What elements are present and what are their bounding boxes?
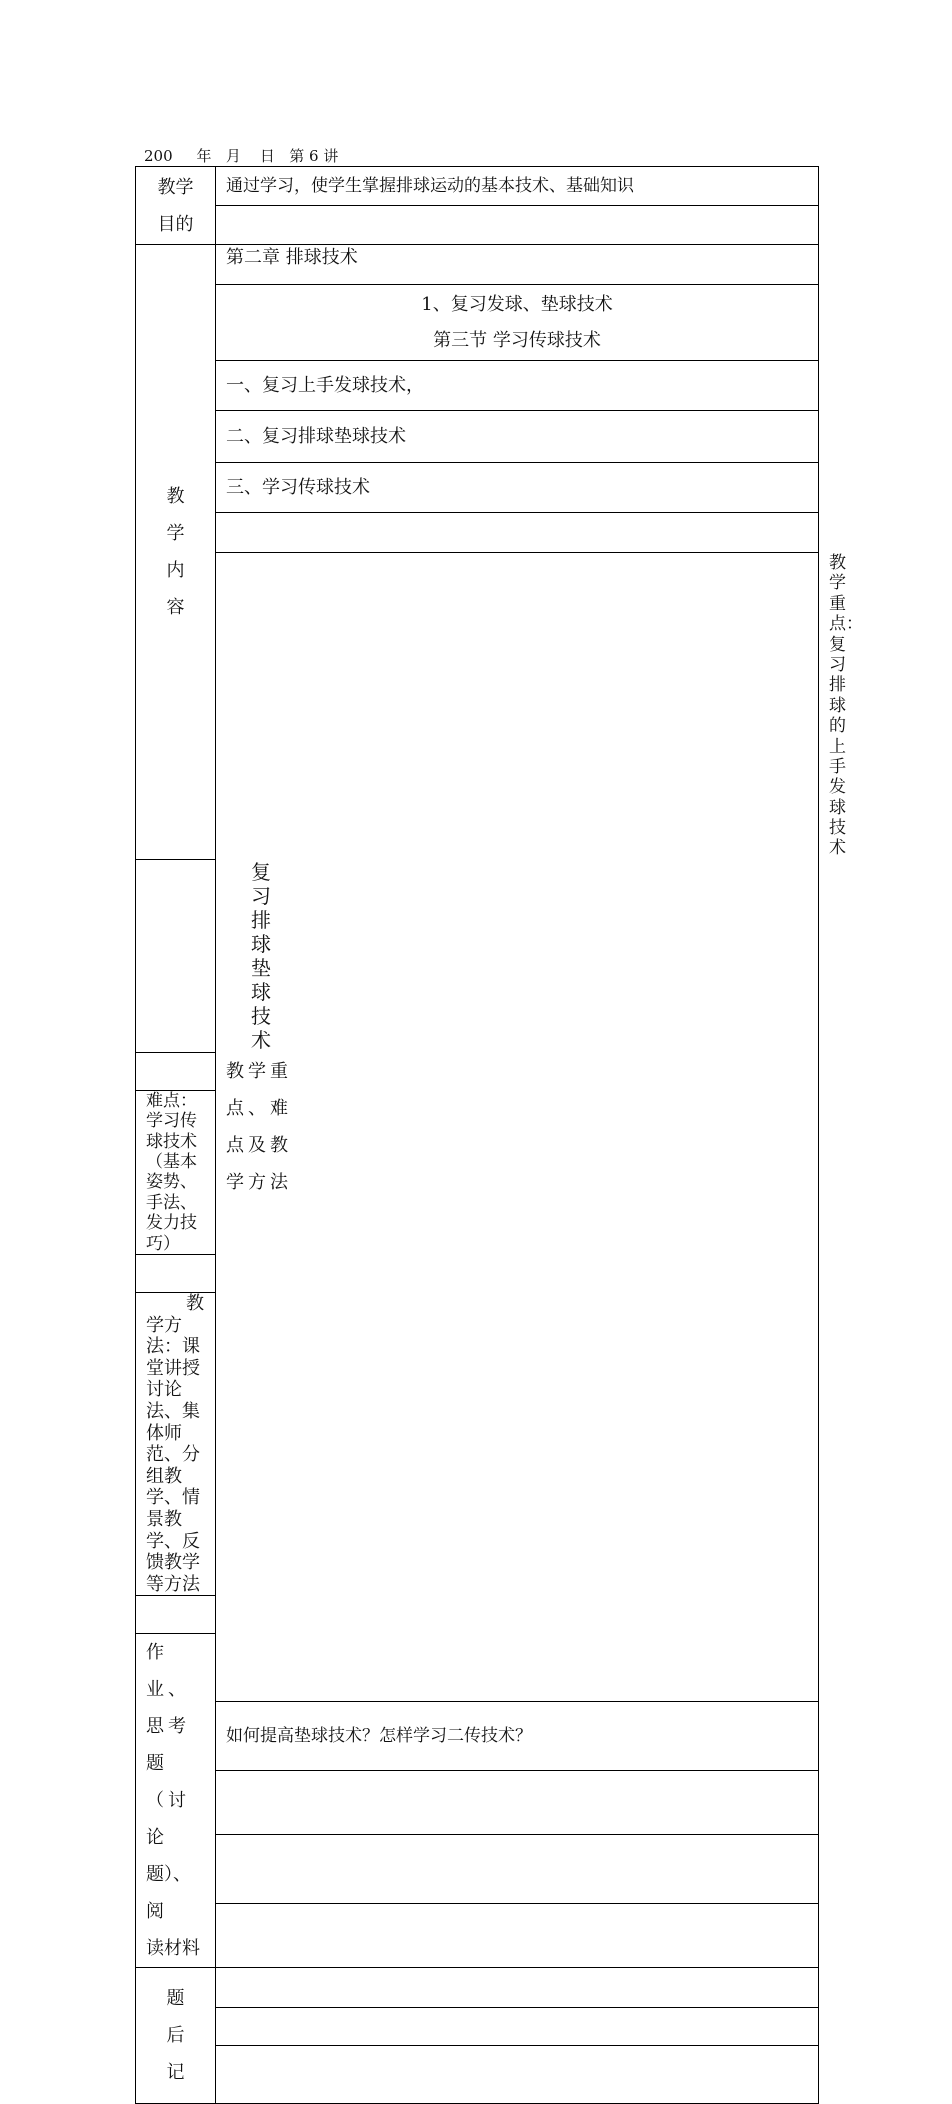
month-label: 月 [225, 147, 241, 165]
postscript-empty-row-1 [216, 1968, 819, 2008]
lesson-plan-table: 教学 目的 通过学习，使学生掌握排球运动的基本技术、基础知识 教 学 内 容 第二章 排球技术 1、复习发球、垫球技术 第三节 学习传球技术 一、复习上手发球技术， 二、复习排球垫球技术 三、学习传球技术 教学重 点、难 点及教 学方法 教学重点： 复习排球的上手发球技术 复习排球垫球技术 难点： 学习传球技术（基本姿势、手法、发力技巧） 教学方法：课堂讲授讨论法、集体师范、分组教学、情景教学、反馈教学等方法 作业、 思考题 （讨论 题）、阅 读材料 如何提高垫球技术？怎样学习二传技术？ 题 后 记 [135, 166, 819, 2104]
content-label: 教 学 内 容 [136, 245, 216, 860]
review-line: 1、复习发球、垫球技术 [421, 293, 613, 315]
postscript-empty-row-2 [216, 2008, 819, 2046]
day-label: 日 [259, 147, 275, 165]
objective-text: 通过学习，使学生掌握排球运动的基本技术、基础知识 [216, 167, 819, 206]
section-line: 第三节 学习传球技术 [433, 329, 601, 351]
section-heading [216, 285, 819, 361]
focus-label: 教学重 点、难 点及教 学方法 [216, 553, 819, 1702]
content-item-1: 一、复习上手发球技术， [216, 361, 819, 411]
objective-empty-row [216, 206, 819, 245]
teaching-method: 教学方法：课堂讲授讨论法、集体师范、分组教学、情景教学、反馈教学等方法 [136, 1292, 216, 1595]
postscript-label: 题 后 记 [136, 1968, 216, 2104]
homework-question: 如何提高垫球技术？怎样学习二传技术？ [216, 1702, 819, 1770]
homework-empty-row-3 [216, 1835, 819, 1903]
lecture-number: 第 6 讲 [289, 147, 339, 165]
chapter-title: 第二章 排球技术 [216, 245, 819, 285]
key-points-2: 复习排球垫球技术 [136, 859, 216, 1052]
lesson-date-header [144, 145, 338, 166]
homework-empty-row-4 [216, 1903, 819, 1968]
objective-label: 教学 目的 [136, 167, 216, 245]
year-value: 200 [144, 147, 173, 165]
homework-empty-row-2 [216, 1770, 819, 1835]
content-empty-row [216, 513, 819, 553]
postscript-empty-row-3 [216, 2046, 819, 2104]
year-label: 年 [196, 147, 212, 165]
focus-empty-row-2 [136, 1254, 216, 1292]
focus-empty-row-1 [136, 1052, 216, 1090]
focus-empty-row-3 [136, 1596, 216, 1634]
homework-label: 作业、 思考题 （讨论 题）、阅 读材料 [136, 1634, 216, 1968]
content-item-3: 三、学习传球技术 [216, 463, 819, 513]
difficulty: 难点： 学习传球技术（基本姿势、手法、发力技巧） [136, 1090, 216, 1254]
content-item-2: 二、复习排球垫球技术 [216, 411, 819, 463]
